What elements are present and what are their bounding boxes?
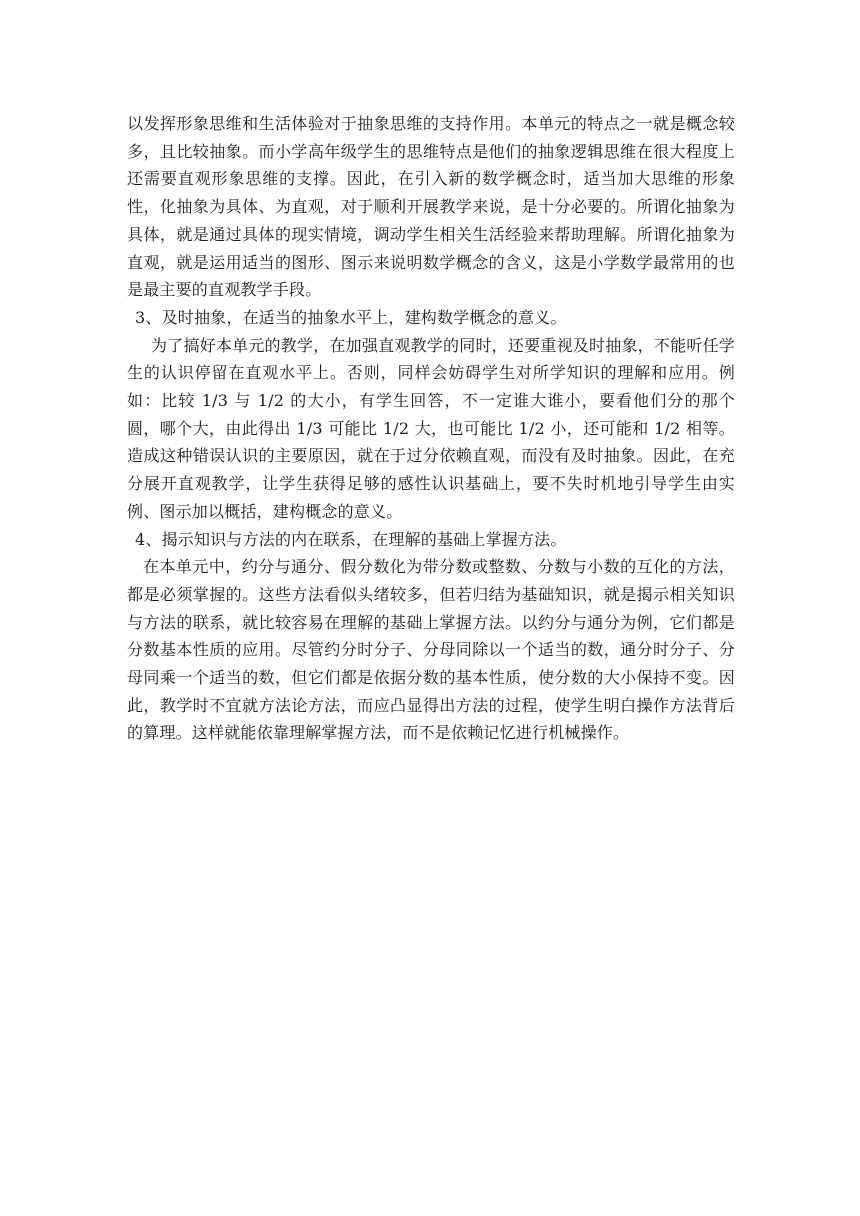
paragraph-methods-connection: 在本单元中，约分与通分、假分数化为带分数或整数、分数与小数的互化的方法，都是必须掌握的。这些方法看似头绪较多，但若归结为基础知识，就是揭示相关知识与方法的联系，就比较容易在理解的基础上掌握方法。以约分与通分为例，它们都是分数基本性质的应用。尽管约分时分子、分母同除以一个适当的数，通分时分子、分母同乘一个适当的数，但它们都是依据分数的基本性质，使分数的大小保持不变。因此，教学时不宜就方法论方法，而应凸显得出方法的过程，使学生明白操作方法背后的算理。这样就能依靠理解掌握方法，而不是依赖记忆进行机械操作。 (127, 557, 735, 743)
section-heading-4: 4、揭示知识与方法的内在联系，在理解的基础上掌握方法。 (135, 529, 567, 549)
document-body (127, 110, 735, 747)
section-heading-3: 3、及时抽象，在适当的抽象水平上，建构数学概念的意义。 (135, 307, 567, 327)
paragraph-timely-abstraction: 为了搞好本单元的教学，在加强直观教学的同时，还要重视及时抽象，不能听任学生的认识停留在直观水平上。否则，同样会妨碍学生对所学知识的理解和应用。例如：比较 1/3 与 1/2 的大小，有学生回答，不一定谁大谁小，要看他们分的那个圆，哪个大，由此得出 1/3 可能比 1/2 大，也可能比 1/2 小，还可能和 1/2 相等。造成这种错误认识的主要原因，就在于过分依赖直观，而没有及时抽象。因此，在充分展开直观教学，让学生获得足够的感性认识基础上，要不失时机地引导学生由实例、图示加以概括，建构概念的意义。 (127, 335, 735, 521)
paragraph-concrete-abstract: 以发挥形象思维和生活体验对于抽象思维的支持作用。本单元的特点之一就是概念较多，且比较抽象。而小学高年级学生的思维特点是他们的抽象逻辑思维在很大程度上还需要直观形象思维的支撑。因此，在引入新的数学概念时，适当加大思维的形象性，化抽象为具体、为直观，对于顺利开展教学来说，是十分必要的。所谓化抽象为具体，就是通过具体的现实情境，调动学生相关生活经验来帮助理解。所谓化抽象为直观，就是运用适当的图形、图示来说明数学概念的含义，这是小学数学最常用的也是最主要的直观教学手段。 (127, 114, 735, 300)
